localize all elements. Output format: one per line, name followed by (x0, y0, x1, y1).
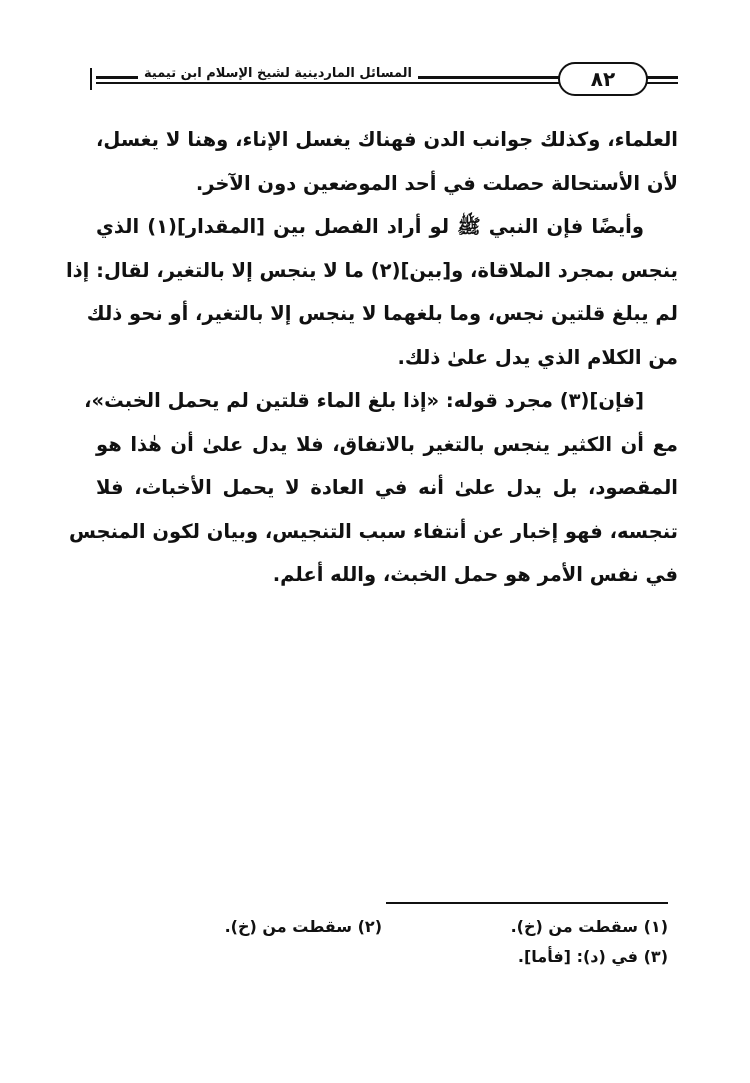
text-line: في نفس الأمر هو حمل الخبث، والله أعلم. (272, 563, 678, 586)
header-rule-end (90, 68, 92, 90)
text-line: العلماء، وكذلك جوانب الدن فهناك يغسل الإناء، وهنا لا يغسل، (96, 128, 678, 151)
footnote-1: (١) سقطت من (خ). (510, 917, 668, 936)
text-line: تنجسه، فهو إخبار عن أنتفاء سبب التنجيس، وبيان لكون المنجس (68, 519, 678, 543)
footnote-row (96, 942, 668, 972)
text-line: لأن الأستحالة حصلت في أحد الموضعين دون الآخر. (195, 171, 678, 195)
page-header (96, 60, 678, 100)
text-line: وأيضًا فإن النبي ﷺ لو أراد الفصل بين [المقدار](١) الذي (96, 215, 644, 238)
text-line: [فإن](٣) مجرد قوله: «إذا بلغ الماء قلتين لم يحمل الخبث»، (84, 389, 644, 412)
text-line: المقصود، بل يدل علىٰ أنه في العادة لا يحمل الأخباث، فلا (96, 476, 678, 499)
footnotes (96, 912, 668, 972)
footnote-3: (٣) في (د): [فأما]. (517, 947, 668, 966)
text-line: من الكلام الذي يدل علىٰ ذلك. (397, 345, 678, 369)
page-number: ٨٢ (558, 62, 648, 96)
footnote-2: (٢) سقطت من (خ). (224, 917, 382, 936)
running-title: المسائل الماردينية لشيخ الإسلام ابن تيمية (138, 66, 418, 81)
footnote-row (96, 912, 668, 942)
main-text (65, 118, 678, 597)
text-line: لم يبلغ قلتين نجس، وما بلغهما لا ينجس إلا بالتغير، أو نحو ذلك (86, 302, 678, 325)
text-line: ينجس بمجرد الملاقاة، و[بين](٢) ما لا ينجس إلا بالتغير، لقال: إذا (65, 258, 678, 282)
text-line: مع أن الكثير ينجس بالتغير بالاتفاق، فلا يدل علىٰ أن هٰذا هو (96, 432, 678, 456)
footnote-separator (386, 902, 668, 904)
